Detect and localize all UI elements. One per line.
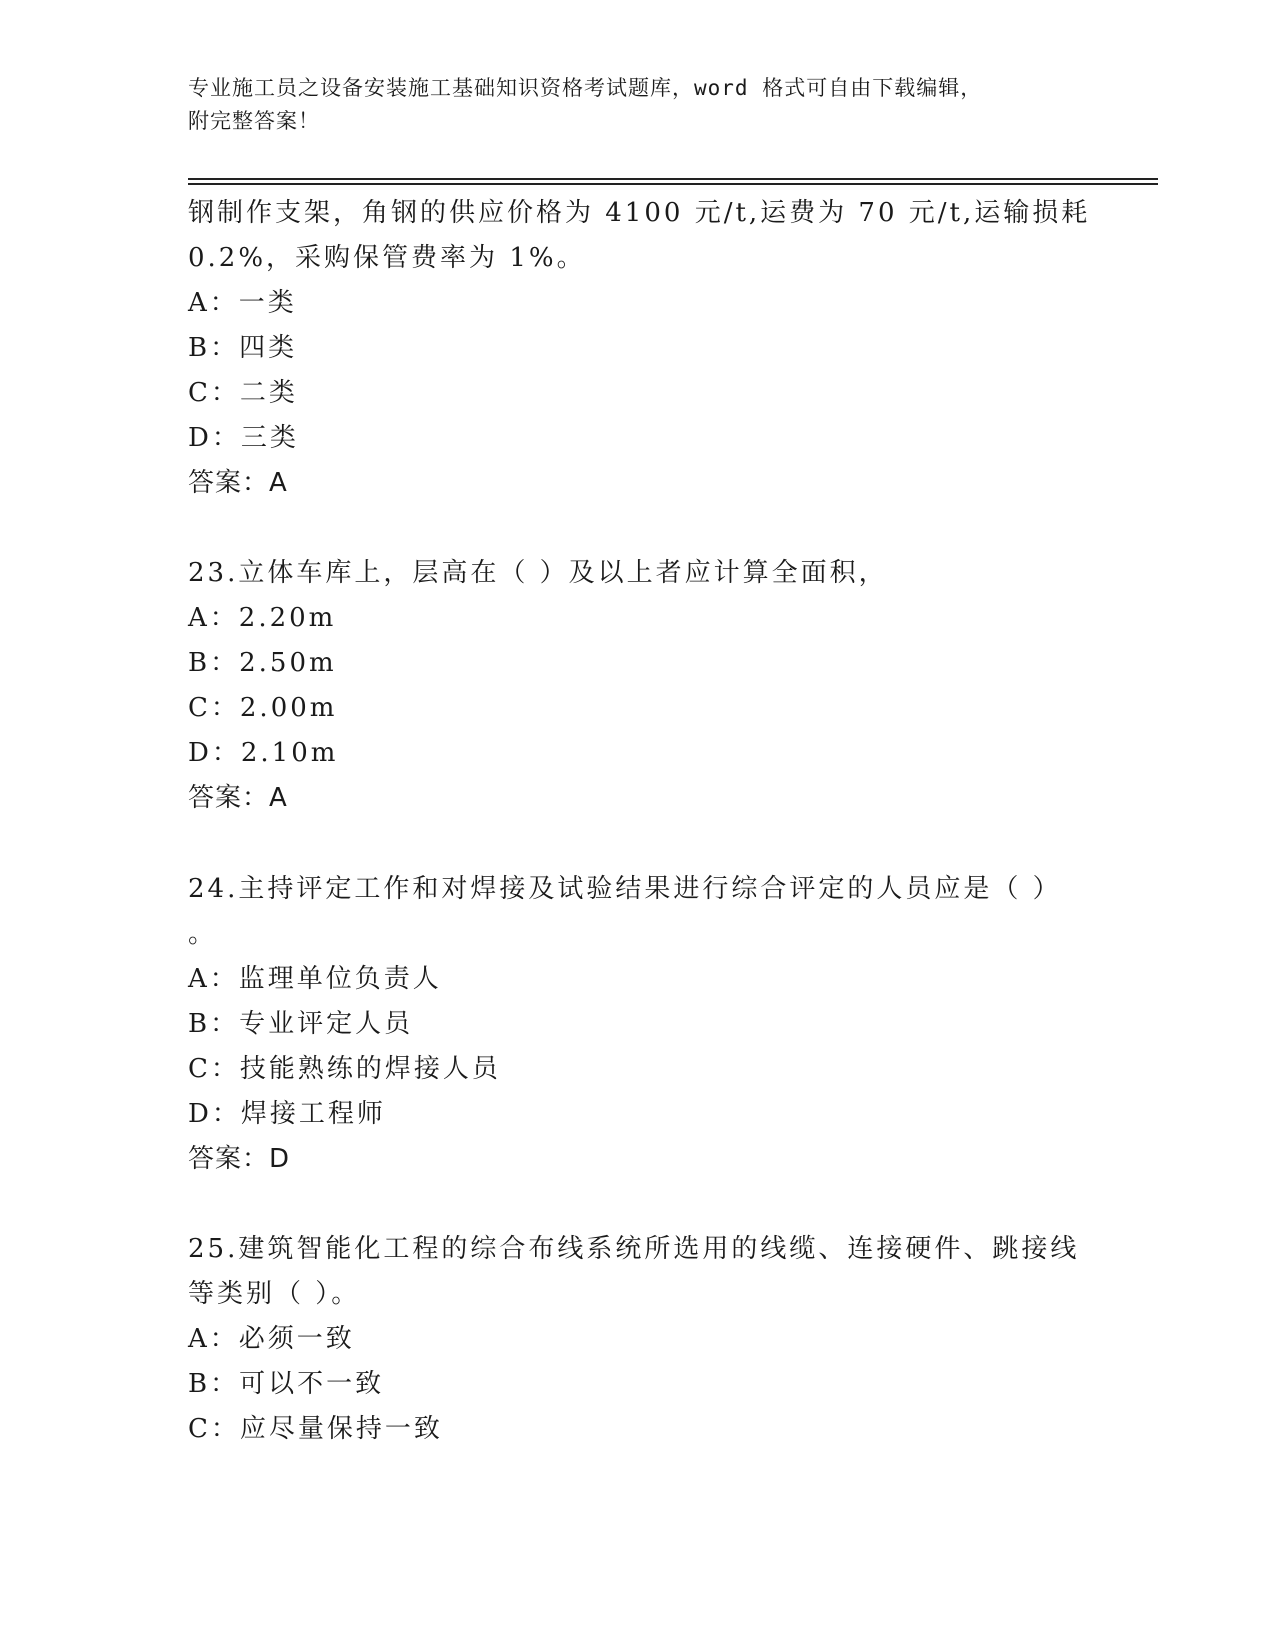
question-23-answer: 答案：A [188,783,288,813]
header-line-1: 专业施工员之设备安装施工基础知识资格考试题库，word 格式可自由下载编辑， [188,76,983,100]
question-23-option-c: C：2.00m [188,693,338,723]
question-24-text-1: 24.主持评定工作和对焊接及试验结果进行综合评定的人员应是（ ） [188,874,1062,904]
question-24-option-c: C：技能熟练的焊接人员 [188,1054,501,1084]
question-22-text-1: 钢制作支架，角钢的供应价格为 4100 元/t,运费为 70 元/t,运输损耗 [188,198,1091,228]
document-header [188,72,1068,138]
question-25-option-c: C：应尽量保持一致 [188,1414,443,1444]
question-22-text-2: 0.2%，采购保管费率为 1%。 [188,243,586,273]
question-22-option-a: A：一类 [188,288,297,318]
question-25-option-b: B：可以不一致 [188,1369,385,1399]
question-25-text-1: 25.建筑智能化工程的综合布线系统所选用的线缆、连接硬件、跳接线 [188,1234,1080,1264]
question-22-answer: 答案：A [188,468,288,498]
question-24-option-b: B：专业评定人员 [188,1009,414,1039]
question-23-text-1: 23.立体车库上，层高在（ ）及以上者应计算全面积， [188,558,888,588]
question-22-option-b: B：四类 [188,333,298,363]
question-25-text-2: 等类别（ ）。 [188,1279,361,1309]
question-25-option-a: A：必须一致 [188,1324,355,1354]
question-24-option-a: A：监理单位负责人 [188,964,442,994]
question-23-option-d: D：2.10m [188,738,339,768]
header-line-2: 附完整答案！ [188,109,320,133]
header-divider-bottom [188,183,1158,185]
question-23-option-a: A：2.20m [188,603,337,633]
question-24-option-d: D：焊接工程师 [188,1099,386,1129]
question-23-option-b: B：2.50m [188,648,337,678]
question-24-text-2: 。 [188,919,218,949]
question-22-option-c: C：二类 [188,378,298,408]
question-22-option-d: D：三类 [188,423,299,453]
header-divider-top [188,178,1158,180]
question-24-answer: 答案：D [188,1144,291,1174]
